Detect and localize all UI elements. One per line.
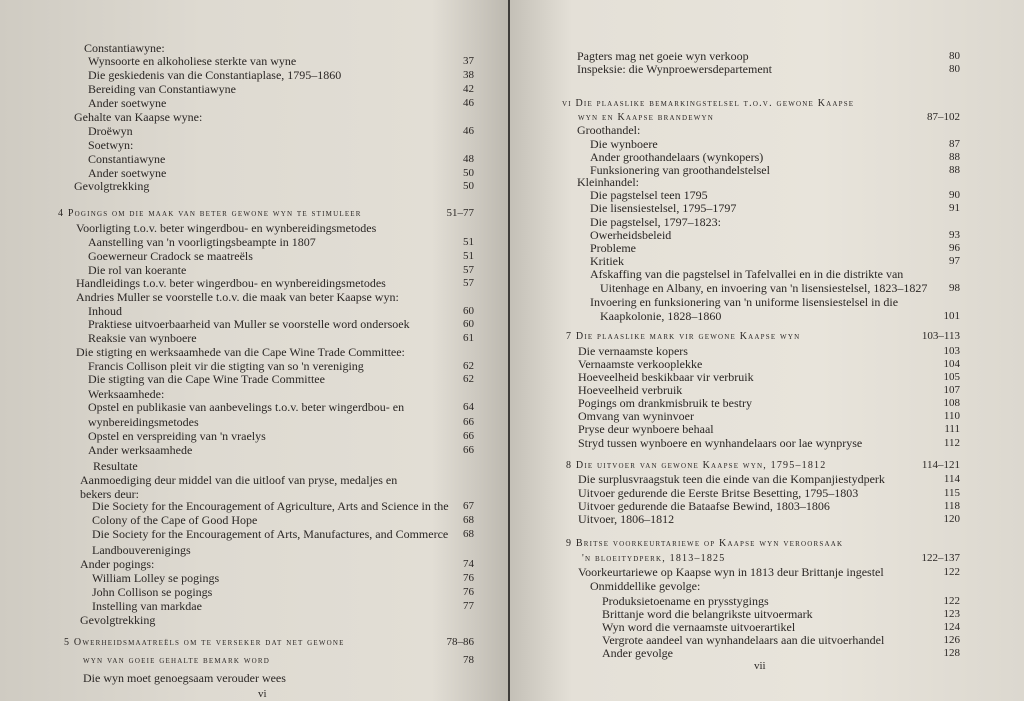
toc-entry-text: Inspeksie: die Wynproewersdepartement bbox=[577, 62, 772, 76]
toc-page-number: 114 bbox=[943, 473, 960, 485]
toc-page-number: 112 bbox=[943, 437, 960, 449]
toc-entry-text: Omvang van wyninvoer bbox=[578, 409, 694, 423]
toc-entry-text: Handleidings t.o.v. beter wingerdbou- en wynbereidingsmetodes bbox=[76, 276, 386, 290]
page-number: vi bbox=[258, 688, 267, 700]
toc-page-number: 78–86 bbox=[446, 636, 474, 648]
toc-page-number: 77 bbox=[463, 600, 474, 612]
toc-page-number: 122 bbox=[943, 595, 960, 607]
toc-entry-text: Die wyn moet genoegsaam verouder wees bbox=[83, 671, 286, 685]
chapter-heading: 9 Britse voorkeurtariewe op Kaapse wyn veroorsaak bbox=[566, 538, 844, 549]
toc-entry-text: Gevolgtrekking bbox=[80, 613, 156, 627]
toc-entry-text: Die Society for the Encouragement of Agriculture, Arts and Science in the bbox=[92, 499, 449, 513]
toc-entry-text: Goewerneur Cradock se maatreëls bbox=[88, 249, 253, 263]
page-number: vii bbox=[754, 660, 766, 672]
toc-page-number: 46 bbox=[463, 125, 474, 137]
toc-page-number: 88 bbox=[949, 164, 960, 176]
toc-entry-text: Die lisensiestelsel, 1795–1797 bbox=[590, 201, 737, 215]
chapter-heading: wyn en Kaapse brandewyn bbox=[578, 112, 715, 123]
toc-entry-text: Opstel en verspreiding van 'n vraelys bbox=[88, 429, 266, 443]
chapter-heading: 'n bloeitydperk, 1813–1825 bbox=[582, 553, 726, 564]
toc-entry-text: Droëwyn bbox=[88, 124, 133, 138]
toc-page-number: 66 bbox=[463, 416, 474, 428]
toc-page-number: 105 bbox=[943, 371, 960, 383]
toc-page-number: 60 bbox=[463, 305, 474, 317]
toc-entry-text: Constantiawyne: bbox=[84, 41, 165, 55]
toc-entry-text: Vergrote aandeel van wynhandelaars aan die uitvoerhandel bbox=[602, 633, 885, 647]
toc-page-number: 62 bbox=[463, 373, 474, 385]
toc-page-number: 103–113 bbox=[921, 330, 960, 342]
toc-page-number: 103 bbox=[943, 345, 960, 357]
toc-page-number: 64 bbox=[463, 401, 474, 413]
toc-page-number: 57 bbox=[463, 277, 474, 289]
toc-entry-text: wynbereidingsmetodes bbox=[88, 415, 199, 429]
toc-page-number: 118 bbox=[943, 500, 960, 512]
toc-entry-text: Voorligting t.o.v. beter wingerdbou- en wynbereidingsmetodes bbox=[76, 221, 377, 235]
chapter-heading: vi Die plaaslike bemarkingstelsel t.o.v. gewone Kaapse bbox=[562, 98, 855, 109]
toc-entry-text: Ander werksaamhede bbox=[88, 443, 193, 457]
toc-entry-text: Opstel en publikasie van aanbevelings t.o.v. beter wingerdbou- en bbox=[88, 400, 405, 414]
toc-entry-text: Die pagstelsel teen 1795 bbox=[590, 188, 708, 202]
toc-entry-text: Pogings om drankmisbruik te bestry bbox=[578, 396, 752, 410]
toc-entry-text: Reaksie van wynboere bbox=[88, 331, 197, 345]
toc-entry-text: Constantiawyne bbox=[88, 152, 166, 166]
toc-page-number: 120 bbox=[943, 513, 960, 525]
toc-entry-text: Landbouverenigings bbox=[92, 543, 191, 557]
toc-page-number: 51 bbox=[463, 250, 474, 262]
toc-page-number: 97 bbox=[949, 255, 960, 267]
toc-page-number: 123 bbox=[943, 608, 960, 620]
toc-page-number: 76 bbox=[463, 586, 474, 598]
toc-page-number: 68 bbox=[463, 514, 474, 526]
toc-entry-text: Stryd tussen wynboere en wynhandelaars oor lae wynpryse bbox=[578, 436, 863, 450]
toc-page-number: 66 bbox=[463, 444, 474, 456]
toc-entry-text: Die pagstelsel, 1797–1823: bbox=[590, 215, 721, 229]
toc-entry-text: Onmiddellike gevolge: bbox=[590, 579, 701, 593]
toc-page-number: 87 bbox=[949, 138, 960, 150]
toc-page-number: 93 bbox=[949, 229, 960, 241]
toc-page-number: 101 bbox=[943, 310, 960, 322]
toc-entry-text: Owerheidsbeleid bbox=[590, 228, 672, 242]
toc-page-number: 90 bbox=[949, 189, 960, 201]
toc-entry-text: Funksionering van groothandelstelsel bbox=[590, 163, 770, 177]
toc-entry-text: Invoering en funksionering van 'n uniforme lisensiestelsel in die bbox=[590, 295, 899, 309]
toc-entry-text: Uitvoer gedurende die Bataafse Bewind, 1803–1806 bbox=[578, 499, 830, 513]
toc-page-number: 48 bbox=[463, 153, 474, 165]
toc-entry-text: Wyn word die vernaamste uitvoerartikel bbox=[602, 620, 796, 634]
toc-entry-text: Aanstelling van 'n voorligtingsbeampte in 1807 bbox=[88, 235, 316, 249]
toc-page-number: 88 bbox=[949, 151, 960, 163]
toc-entry-text: Wynsoorte en alkoholiese sterkte van wyne bbox=[88, 54, 297, 68]
toc-page-number: 126 bbox=[943, 634, 960, 646]
toc-entry-text: Hoeveelheid beskikbaar vir verbruik bbox=[578, 370, 754, 384]
toc-entry-text: Kleinhandel: bbox=[577, 175, 639, 189]
toc-entry-text: John Collison se pogings bbox=[92, 585, 213, 599]
toc-entry-text: Hoeveelheid verbruik bbox=[578, 383, 683, 397]
toc-page-number: 91 bbox=[949, 202, 960, 214]
toc-page-number: 78 bbox=[463, 654, 474, 666]
toc-page-number: 104 bbox=[943, 358, 960, 370]
toc-entry-text: Francis Collison pleit vir die stigting van so 'n vereniging bbox=[88, 359, 364, 373]
toc-entry-text: Ander soetwyne bbox=[88, 96, 167, 110]
chapter-heading: 4 Pogings om die maak van beter gewone wyn te stimuleer bbox=[58, 208, 362, 219]
toc-entry-text: Resultate bbox=[93, 459, 138, 473]
chapter-heading: 7 Die plaaslike mark vir gewone Kaapse wyn bbox=[566, 331, 801, 342]
toc-page-number: 67 bbox=[463, 500, 474, 512]
toc-page-number: 61 bbox=[463, 332, 474, 344]
toc-entry-text: Produksietoename en prysstygings bbox=[602, 594, 769, 608]
toc-entry-text: Gevolgtrekking bbox=[74, 179, 150, 193]
right-page bbox=[510, 0, 1024, 701]
toc-entry-text: Die Society for the Encouragement of Arts, Manufactures, and Commerce bbox=[92, 527, 449, 541]
toc-page-number: 111 bbox=[944, 423, 960, 435]
toc-entry-text: Pryse deur wynboere behaal bbox=[578, 422, 714, 436]
toc-page-number: 115 bbox=[943, 487, 960, 499]
toc-page-number: 62 bbox=[463, 360, 474, 372]
toc-entry-text: William Lolley se pogings bbox=[92, 571, 220, 585]
toc-page-number: 57 bbox=[463, 264, 474, 276]
left-page bbox=[0, 0, 508, 701]
toc-page-number: 87–102 bbox=[927, 111, 960, 123]
toc-page-number: 98 bbox=[949, 282, 960, 294]
toc-entry-text: Die surplusvraagstuk teen die einde van die Kompanjiestydperk bbox=[578, 472, 885, 486]
toc-entry-text: Die stigting en werksaamhede van die Cape Wine Trade Committee: bbox=[76, 345, 405, 359]
toc-entry-text: Instelling van markdae bbox=[92, 599, 202, 613]
toc-entry-text: Ander gevolge bbox=[602, 646, 673, 660]
toc-page-number: 114–121 bbox=[921, 459, 960, 471]
toc-page-number: 80 bbox=[949, 63, 960, 75]
toc-page-number: 110 bbox=[943, 410, 960, 422]
toc-entry-text: Die geskiedenis van die Constantiaplase, 1795–1860 bbox=[88, 68, 342, 82]
toc-page-number: 38 bbox=[463, 69, 474, 81]
toc-entry-text: Werksaamhede: bbox=[88, 387, 165, 401]
toc-page-number: 80 bbox=[949, 50, 960, 62]
toc-page-number: 107 bbox=[943, 384, 960, 396]
toc-page-number: 51–77 bbox=[446, 207, 474, 219]
toc-entry-text: bekers deur: bbox=[80, 487, 139, 501]
toc-page-number: 96 bbox=[949, 242, 960, 254]
toc-entry-text: Ander groothandelaars (wynkopers) bbox=[590, 150, 764, 164]
toc-entry-text: Ander pogings: bbox=[80, 557, 155, 571]
toc-page-number: 37 bbox=[463, 55, 474, 67]
toc-entry-text: Colony of the Cape of Good Hope bbox=[92, 513, 258, 527]
toc-entry-text: Die rol van koerante bbox=[88, 263, 187, 277]
toc-entry-text: Aanmoediging deur middel van die uitloof van pryse, medaljes en bbox=[80, 473, 398, 487]
toc-entry-text: Inhoud bbox=[88, 304, 122, 318]
toc-entry-text: Kaapkolonie, 1828–1860 bbox=[600, 309, 722, 323]
toc-page-number: 60 bbox=[463, 318, 474, 330]
toc-entry-text: Uitvoer, 1806–1812 bbox=[578, 512, 675, 526]
toc-entry-text: Probleme bbox=[590, 241, 636, 255]
chapter-heading: 8 Die uitvoer van gewone Kaapse wyn, 1795–1812 bbox=[566, 460, 827, 471]
toc-entry-text: Voorkeurtariewe op Kaapse wyn in 1813 deur Brittanje ingestel bbox=[578, 565, 884, 579]
toc-entry-text: Kritiek bbox=[590, 254, 624, 268]
toc-entry-text: Praktiese uitvoerbaarheid van Muller se voorstelle word ondersoek bbox=[88, 317, 410, 331]
toc-entry-text: Afskaffing van die pagstelsel in Tafelvallei en in die distrikte van bbox=[590, 267, 904, 281]
toc-page-number: 108 bbox=[943, 397, 960, 409]
toc-entry-text: Soetwyn: bbox=[88, 138, 134, 152]
chapter-heading: wyn van goeie gehalte bemark word bbox=[83, 655, 271, 666]
toc-page-number: 42 bbox=[463, 83, 474, 95]
toc-page-number: 50 bbox=[463, 180, 474, 192]
toc-page-number: 128 bbox=[943, 647, 960, 659]
toc-entry-text: Andries Muller se voorstelle t.o.v. die maak van beter Kaapse wyn: bbox=[76, 290, 399, 304]
toc-page-number: 122–137 bbox=[921, 552, 960, 564]
toc-page-number: 50 bbox=[463, 167, 474, 179]
toc-page-number: 124 bbox=[943, 621, 960, 633]
toc-entry-text: Pagters mag net goeie wyn verkoop bbox=[577, 49, 749, 63]
toc-entry-text: Vernaamste verkooplekke bbox=[578, 357, 703, 371]
toc-page-number: 122 bbox=[943, 566, 960, 578]
toc-entry-text: Ander soetwyne bbox=[88, 166, 167, 180]
toc-entry-text: Bereiding van Constantiawyne bbox=[88, 82, 236, 96]
toc-page-number: 68 bbox=[463, 528, 474, 540]
toc-page-number: 74 bbox=[463, 558, 474, 570]
toc-page-number: 51 bbox=[463, 236, 474, 248]
toc-entry-text: Brittanje word die belangrikste uitvoermark bbox=[602, 607, 813, 621]
toc-entry-text: Groothandel: bbox=[577, 123, 641, 137]
toc-page-number: 76 bbox=[463, 572, 474, 584]
toc-entry-text: Gehalte van Kaapse wyne: bbox=[74, 110, 203, 124]
chapter-heading: 5 Owerheidsmaatreëls om te verseker dat net gewone bbox=[64, 637, 345, 648]
toc-entry-text: Uitenhage en Albany, en invoering van 'n lisensiestelsel, 1823–1827 bbox=[600, 281, 928, 295]
toc-page-number: 66 bbox=[463, 430, 474, 442]
toc-entry-text: Uitvoer gedurende die Eerste Britse Besetting, 1795–1803 bbox=[578, 486, 859, 500]
toc-entry-text: Die stigting van die Cape Wine Trade Committee bbox=[88, 372, 325, 386]
toc-entry-text: Die vernaamste kopers bbox=[578, 344, 688, 358]
toc-page-number: 46 bbox=[463, 97, 474, 109]
toc-entry-text: Die wynboere bbox=[590, 137, 658, 151]
